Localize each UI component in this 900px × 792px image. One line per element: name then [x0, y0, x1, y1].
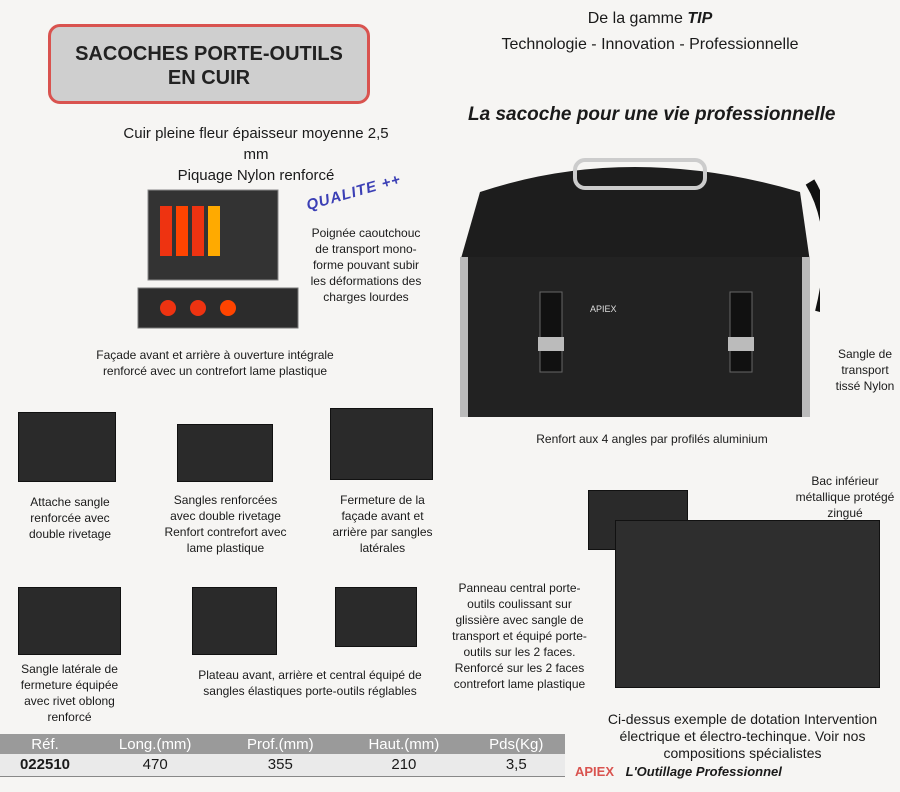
tool-handle	[160, 206, 172, 256]
aluminium-corner	[802, 257, 810, 417]
caption-attache: Attache sangle renforcée avec double rivetage	[28, 495, 112, 541]
caption-bac: Bac inférieur métallique protégé zingué	[795, 474, 895, 520]
specs-header: Prof.(mm)	[220, 734, 340, 754]
main-bag-photo	[440, 152, 820, 420]
table-row	[0, 754, 565, 776]
gamme-brand: TIP	[687, 10, 713, 27]
photo-attache	[18, 412, 116, 482]
slogan: La sacoche pour une vie professionnelle	[468, 104, 836, 125]
specs-header-row	[0, 734, 565, 754]
photo-sangle-laterale	[18, 587, 121, 655]
open-bag-photo	[108, 178, 312, 340]
caption-sangle-transport: Sangle de transport tissé Nylon	[835, 347, 895, 393]
caption-poignee: Poignée caoutchouc de transport mono-forme pouvant subir les déformations des charges lourdes	[310, 226, 422, 304]
shoulder-strap	[810, 182, 820, 312]
specs-header: Haut.(mm)	[340, 734, 467, 754]
caption-sangle-laterale: Sangle latérale de fermeture équipée avec rivet oblong renforcé	[20, 662, 119, 724]
specs-header: Réf.	[0, 734, 90, 754]
plier-handle	[220, 300, 236, 316]
plier-handle	[190, 300, 206, 316]
strap	[730, 292, 752, 372]
specs-header: Pds(Kg)	[468, 734, 565, 754]
gamme-prefix: De la gamme	[587, 10, 688, 27]
footer-brand: APIEX	[575, 764, 615, 779]
photo-dotation	[615, 520, 880, 688]
caption-sangles-renforcees: Sangles renforcées avec double rivetage Renfort contrefort avec lame plastique	[164, 493, 287, 555]
leather-spec	[116, 123, 396, 186]
specs-table	[0, 734, 565, 777]
caption-renfort: Renfort aux 4 angles par profilés aluminium	[536, 432, 768, 446]
gamme-header	[500, 6, 800, 58]
caption-plateau: Plateau avant, arrière et central équipé de sangles élastiques porte-outils réglables	[198, 668, 422, 698]
photo-plateau-1	[192, 587, 277, 655]
tool-handle	[208, 206, 220, 256]
title-line1: SACOCHES PORTE-OUTILS	[75, 43, 343, 65]
specs-cell: 3,5	[468, 754, 565, 776]
bag-brand-label: APIEX	[590, 304, 617, 314]
specs-ref: 022510	[0, 754, 90, 776]
title-box	[48, 24, 370, 104]
strap	[540, 292, 562, 372]
caption-exemple: Ci-dessus exemple de dotation Intervention électrique et électro-techinque. Voir nos compositions spécialistes	[607, 711, 878, 761]
gamme-line2: Technologie - Innovation - Professionnelle	[501, 36, 799, 53]
aluminium-corner	[460, 257, 468, 417]
tool-handle	[176, 206, 188, 256]
caption-fermeture: Fermeture de la façade avant et arrière par sangles latérales	[332, 493, 433, 555]
caption-facade: Façade avant et arrière à ouverture intégrale renforcé avec un contrefort lame plastique	[96, 348, 334, 378]
leather-spec-line2: Piquage Nylon renforcé	[177, 167, 335, 184]
leather-spec-line1: Cuir pleine fleur épaisseur moyenne 2,5 mm	[123, 125, 389, 163]
specs-header: Long.(mm)	[90, 734, 220, 754]
photo-plateau-2	[335, 587, 417, 647]
photo-fermeture	[330, 408, 433, 480]
bag-lid	[460, 167, 810, 262]
gamme-line1	[500, 6, 800, 32]
footer-tagline: L'Outillage Professionnel	[625, 764, 782, 779]
quality-badge: QUALITE ++	[304, 170, 403, 215]
plier-handle	[160, 300, 176, 316]
buckle	[728, 337, 754, 351]
specs-cell: 470	[90, 754, 220, 776]
footer-logo	[575, 764, 782, 779]
photo-sangles	[177, 424, 273, 482]
specs-cell: 355	[220, 754, 340, 776]
caption-panneau: Panneau central porte-outils coulissant sur glissière avec sangle de transport et équipé porte-outils sur les 2 faces. Renforcé sur les 2 faces contrefort lame plastique	[452, 581, 587, 691]
buckle	[538, 337, 564, 351]
specs-cell: 210	[340, 754, 467, 776]
title-line2: EN CUIR	[167, 67, 251, 89]
tool-handle	[192, 206, 204, 256]
bag-body	[460, 257, 810, 417]
